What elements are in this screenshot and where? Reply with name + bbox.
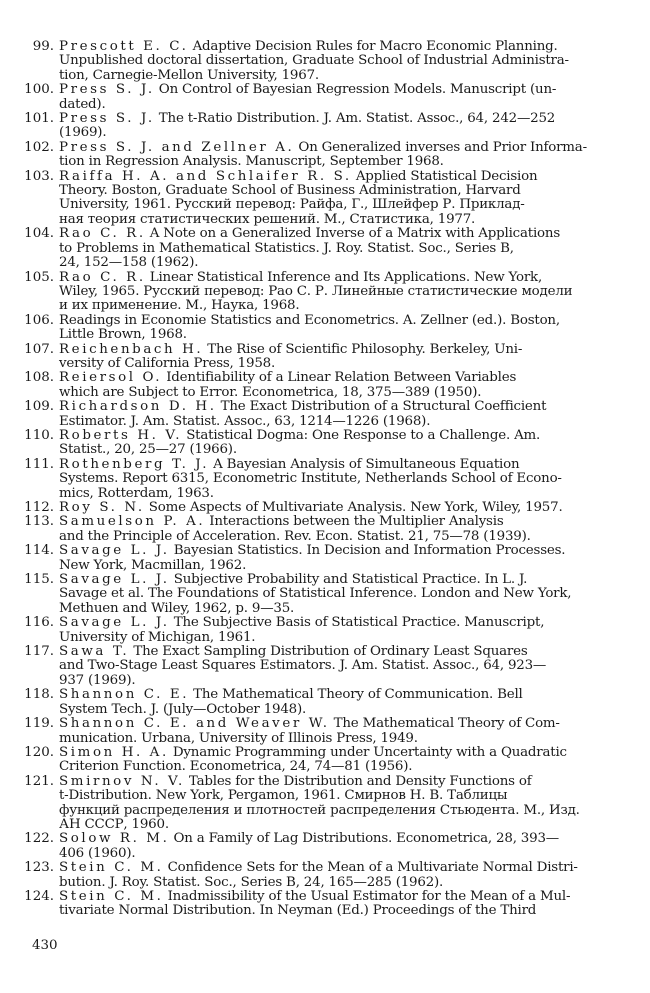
- reference-line: [59, 688, 606, 702]
- reference-number: 101.: [24, 111, 54, 127]
- reference-text: [59, 861, 606, 890]
- reference-line: [59, 890, 606, 904]
- reference-line-text: Identifiability of a Linear Relation Between Variables: [166, 370, 517, 386]
- reference-line-text: Interactions between the Multiplier Analysis: [209, 514, 504, 530]
- reference-line: [59, 703, 606, 717]
- reference-line: [59, 876, 606, 890]
- reference-line: [59, 530, 606, 544]
- reference-line: [59, 573, 606, 587]
- reference-line-text: The Exact Sampling Distribution of Ordinary Least Squares: [133, 644, 528, 660]
- reference-line: [59, 501, 606, 515]
- reference-line: [59, 112, 606, 126]
- reference-line: [59, 861, 606, 875]
- reference-line: [59, 559, 606, 573]
- reference-line-text: versity of California Press, 1958.: [59, 355, 276, 371]
- reference-text: [59, 400, 606, 429]
- reference-line-text: Tables for the Distribution and Density Functions of: [188, 773, 532, 789]
- reference-number: 112.: [24, 500, 54, 515]
- reference-line-text: On a Family of Lag Distributions. Econometrica, 28, 393—: [173, 831, 559, 847]
- reference-author: Shannon C. E.: [59, 687, 190, 703]
- reference-line-text: A Bayesian Analysis of Simultaneous Equation: [213, 456, 520, 472]
- reference-line-text: to Problems in Mathematical Statistics. J. Roy. Statist. Soc., Series B,: [59, 240, 514, 256]
- reference-entry: [22, 314, 606, 343]
- reference-text: [59, 458, 606, 501]
- reference-author: Press S. J.: [59, 111, 155, 127]
- reference-line: [59, 371, 606, 385]
- reference-line-text: Wiley, 1965. Русский перевод: Рао С. Р. Линейные статистические модели: [59, 283, 573, 299]
- reference-line-text: Criterion Function. Econometrica, 24, 74—81 (1956).: [59, 759, 413, 775]
- reference-text: [59, 83, 606, 112]
- reference-author: Press S. J.: [59, 82, 155, 98]
- reference-line: [59, 804, 606, 818]
- reference-author: Sawa T.: [59, 644, 130, 660]
- reference-line-text: On Generalized inverses and Prior Informa-: [298, 139, 587, 155]
- reference-author: Roy S. N.: [59, 500, 145, 515]
- reference-text: [59, 429, 606, 458]
- reference-text: [59, 890, 606, 919]
- reference-line-text: and the Principle of Acceleration. Rev. Econ. Statist. 21, 75—78 (1939).: [59, 528, 531, 544]
- reference-entry: [22, 832, 606, 861]
- reference-line-text: dated).: [59, 96, 106, 112]
- reference-line: [59, 83, 606, 97]
- reference-line: [59, 602, 606, 616]
- reference-number: 122.: [24, 831, 54, 847]
- reference-line-text: (1969).: [59, 125, 107, 141]
- reference-entry: [22, 890, 606, 919]
- reference-line: [59, 155, 606, 169]
- reference-line-text: tion, Carnegie-Mellon University, 1967.: [59, 67, 319, 83]
- reference-line-text: Applied Statistical Decision: [355, 168, 538, 184]
- reference-entry: [22, 616, 606, 645]
- reference-line-text: The Subjective Basis of Statistical Practice. Manuscript,: [173, 615, 545, 631]
- reference-number: 114.: [24, 543, 54, 559]
- reference-line-text: University, 1961. Русский перевод: Райфа, Г., Шлейфер Р. Приклад-: [59, 197, 525, 213]
- reference-author: Press S. J. and Zellner A.: [59, 139, 295, 155]
- reference-line-text: Dynamic Programming under Uncertainty with a Quadratic: [172, 744, 567, 760]
- reference-line: [59, 631, 606, 645]
- reference-line-text: Systems. Report 6315, Econometric Institute, Netherlands School of Econo-: [59, 471, 562, 487]
- reference-line: [59, 415, 606, 429]
- reference-author: Savage L. J.: [59, 543, 170, 559]
- reference-text: [59, 746, 606, 775]
- reference-entry: [22, 170, 606, 228]
- reference-number: 119.: [24, 716, 54, 732]
- reference-line: [59, 299, 606, 313]
- reference-line: [59, 328, 606, 342]
- reference-text: [59, 775, 606, 833]
- reference-line: [59, 472, 606, 486]
- reference-line-text: Theory. Boston, Graduate School of Business Administration, Harvard: [59, 183, 521, 199]
- reference-line: [59, 40, 606, 54]
- reference-entry: [22, 861, 606, 890]
- reference-text: [59, 573, 606, 616]
- reference-line: [59, 458, 606, 472]
- reference-entry: [22, 112, 606, 141]
- reference-entry: [22, 688, 606, 717]
- reference-line-text: Bayesian Statistics. In Decision and Information Processes.: [173, 543, 566, 559]
- reference-number: 109.: [24, 399, 54, 415]
- reference-number: 105.: [24, 269, 54, 285]
- reference-number: 100.: [24, 82, 54, 98]
- reference-author: Simon H. A.: [59, 744, 169, 760]
- reference-author: Reichenbach H.: [59, 341, 204, 357]
- reference-number: 108.: [24, 370, 54, 386]
- reference-entry: [22, 746, 606, 775]
- reference-line-text: The t-Ratio Distribution. J. Am. Statist. Assoc., 64, 242—252: [158, 111, 556, 127]
- reference-line: [59, 847, 606, 861]
- reference-line: [59, 386, 606, 400]
- reference-entry: [22, 400, 606, 429]
- reference-number: 110.: [24, 427, 54, 443]
- reference-number: 104.: [24, 226, 54, 242]
- reference-text: [59, 227, 606, 270]
- reference-line-text: bution. J. Roy. Statist. Soc., Series B, 24, 165—285 (1962).: [59, 874, 444, 890]
- reference-line-text: и их применение. М., Наука, 1968.: [59, 298, 300, 314]
- reference-number: 103.: [24, 168, 54, 184]
- reference-author: Savage L. J.: [59, 615, 170, 631]
- reference-text: [59, 343, 606, 372]
- reference-line-text: Savage et al. The Foundations of Statistical Inference. London and New York,: [59, 586, 572, 602]
- reference-number: 113.: [24, 514, 54, 530]
- reference-line: [59, 141, 606, 155]
- reference-author: Rao C. R.: [59, 226, 146, 242]
- reference-line-text: 24, 152—158 (1962).: [59, 255, 199, 271]
- reference-line: [59, 616, 606, 630]
- reference-text: [59, 688, 606, 717]
- reference-line: [59, 487, 606, 501]
- reference-entry: [22, 717, 606, 746]
- reference-line-text: On Control of Bayesian Regression Models. Manuscript (un-: [158, 82, 557, 98]
- reference-line-text: АН СССР, 1960.: [59, 816, 169, 832]
- reference-text: [59, 515, 606, 544]
- reference-line: [59, 271, 606, 285]
- reference-entry: [22, 343, 606, 372]
- reference-line-text: and Two-Stage Least Squares Estimators. J. Am. Statist. Assoc., 64, 923—: [59, 658, 547, 674]
- reference-author: Rao C. R.: [59, 269, 146, 285]
- reference-line-text: which are Subject to Error. Econometrica, 18, 375—389 (1950).: [59, 384, 482, 400]
- reference-line: [59, 198, 606, 212]
- reference-line: [59, 587, 606, 601]
- reference-line-text: mics, Rotterdam, 1963.: [59, 485, 214, 501]
- reference-line-text: University of Michigan, 1961.: [59, 629, 256, 645]
- reference-number: 117.: [24, 644, 54, 660]
- reference-line-text: The Rise of Scientific Philosophy. Berkeley, Uni-: [207, 341, 523, 357]
- reference-number: 102.: [24, 139, 54, 155]
- reference-line: [59, 429, 606, 443]
- reference-line-text: System Tech. J. (July—October 1948).: [59, 701, 307, 717]
- reference-line: [59, 256, 606, 270]
- reference-line-text: Statist., 20, 25—27 (1966).: [59, 442, 237, 458]
- reference-line-text: t-Distribution. New York, Pergamon, 1961. Смирнов Н. В. Таблицы: [59, 788, 508, 804]
- reference-line: [59, 904, 606, 918]
- reference-author: Smirnov N. V.: [59, 773, 185, 789]
- reference-line-text: New York, Macmillan, 1962.: [59, 557, 247, 573]
- reference-line-text: Readings in Economie Statistics and Econometrics. A. Zellner (ed.). Boston,: [59, 312, 560, 328]
- reference-line-text: A Note on a Generalized Inverse of a Matrix with Applications: [149, 226, 560, 242]
- reference-entry: [22, 83, 606, 112]
- reference-number: 118.: [24, 687, 54, 703]
- reference-text: [59, 544, 606, 573]
- reference-line-text: Some Aspects of Multivariate Analysis. New York, Wiley, 1957.: [148, 500, 563, 515]
- reference-line: [59, 789, 606, 803]
- reference-line: [59, 818, 606, 832]
- reference-entry: [22, 775, 606, 833]
- reference-line-text: Unpublished doctoral dissertation, Graduate School of Industrial Administra-: [59, 53, 569, 69]
- reference-text: [59, 616, 606, 645]
- reference-author: Roberts H. V.: [59, 427, 183, 443]
- reference-line-text: The Exact Distribution of a Structural Coefficient: [220, 399, 547, 415]
- reference-number: 106.: [24, 312, 54, 328]
- reference-line-text: Subjective Probability and Statistical Practice. In L. J.: [173, 572, 528, 588]
- reference-text: [59, 314, 606, 343]
- reference-line: [59, 213, 606, 227]
- reference-line-text: tion in Regression Analysis. Manuscript, September 1968.: [59, 154, 444, 170]
- reference-entry: [22, 429, 606, 458]
- reference-line: [59, 126, 606, 140]
- reference-line: [59, 775, 606, 789]
- reference-text: [59, 170, 606, 228]
- reference-line-text: tivariate Normal Distribution. In Neyman (Ed.) Proceedings of the Third: [59, 903, 537, 919]
- reference-text: [59, 832, 606, 861]
- reference-line: [59, 746, 606, 760]
- reference-author: Richardson D. H.: [59, 399, 217, 415]
- reference-line-text: Adaptive Decision Rules for Macro Economic Planning.: [192, 39, 558, 54]
- reference-line: [59, 357, 606, 371]
- page-number: 430: [32, 938, 58, 953]
- reference-line: [59, 832, 606, 846]
- reference-line: [59, 544, 606, 558]
- reference-number: 121.: [24, 773, 54, 789]
- reference-entry: [22, 141, 606, 170]
- reference-line-text: функций распределения и плотностей распределения Стьюдента. М., Изд.: [59, 802, 580, 818]
- reference-line: [59, 69, 606, 83]
- reference-text: [59, 717, 606, 746]
- reference-entry: [22, 544, 606, 573]
- reference-author: Solow R. M.: [59, 831, 170, 847]
- reference-text: [59, 645, 606, 688]
- reference-author: Samuelson P. A.: [59, 514, 206, 530]
- reference-line-text: Statistical Dogma: One Response to a Challenge. Am.: [186, 427, 541, 443]
- reference-line: [59, 443, 606, 457]
- reference-line: [59, 54, 606, 68]
- reference-line: [59, 659, 606, 673]
- reference-text: [59, 371, 606, 400]
- reference-text: [59, 40, 606, 83]
- reference-line-text: Confidence Sets for the Mean of a Multivariate Normal Distri-: [167, 860, 578, 876]
- reference-line: [59, 98, 606, 112]
- reference-author: Stein C. M.: [59, 860, 164, 876]
- reference-line-text: The Mathematical Theory of Com-: [333, 716, 560, 732]
- reference-number: 124.: [24, 888, 54, 904]
- reference-number: 116.: [24, 615, 54, 631]
- reference-line: [59, 227, 606, 241]
- reference-text: [59, 501, 606, 515]
- reference-line: [59, 760, 606, 774]
- reference-entry: [22, 458, 606, 501]
- reference-number: 111.: [24, 456, 54, 472]
- reference-line-text: 937 (1969).: [59, 672, 136, 688]
- reference-author: Shannon C. E. and Weaver W.: [59, 716, 330, 732]
- reference-number: 99.: [32, 39, 54, 54]
- reference-line: [59, 645, 606, 659]
- reference-line: [59, 515, 606, 529]
- reference-line: [59, 314, 606, 328]
- reference-number: 123.: [24, 860, 54, 876]
- reference-entry: [22, 271, 606, 314]
- reference-number: 120.: [24, 744, 54, 760]
- reference-entry: [22, 371, 606, 400]
- reference-author: Stein C. M.: [59, 888, 164, 904]
- reference-line-text: Little Brown, 1968.: [59, 327, 187, 343]
- reference-author: Reiersol O.: [59, 370, 163, 386]
- reference-line: [59, 732, 606, 746]
- reference-line: [59, 242, 606, 256]
- reference-entry: [22, 501, 606, 515]
- reference-line-text: ная теория статистических решений. М., Статистика, 1977.: [59, 211, 476, 227]
- reference-author: Raiffa H. A. and Schlaifer R. S.: [59, 168, 352, 184]
- reference-entry: [22, 227, 606, 270]
- reference-entry: [22, 515, 606, 544]
- reference-line-text: 406 (1960).: [59, 845, 136, 861]
- reference-line-text: Methuen and Wiley, 1962, p. 9—35.: [59, 600, 295, 616]
- reference-line-text: Estimator. J. Am. Statist. Assoc., 63, 1214—1226 (1968).: [59, 413, 431, 429]
- reference-entry: [22, 40, 606, 83]
- reference-line: [59, 717, 606, 731]
- reference-text: [59, 112, 606, 141]
- reference-line: [59, 343, 606, 357]
- reference-text: [59, 271, 606, 314]
- reference-line: [59, 285, 606, 299]
- reference-author: Prescott E. C.: [59, 39, 189, 54]
- reference-number: 107.: [24, 341, 54, 357]
- reference-line: [59, 170, 606, 184]
- reference-text: [59, 141, 606, 170]
- reference-number: 115.: [24, 572, 54, 588]
- reference-line: [59, 674, 606, 688]
- reference-author: Rothenberg T. J.: [59, 456, 210, 472]
- reference-entry: [22, 645, 606, 688]
- reference-list: [22, 40, 606, 919]
- reference-line: [59, 400, 606, 414]
- reference-entry: [22, 573, 606, 616]
- reference-line-text: The Mathematical Theory of Communication. Bell: [193, 687, 523, 703]
- reference-author: Savage L. J.: [59, 572, 170, 588]
- reference-line-text: Linear Statistical Inference and Its Applications. New York,: [149, 269, 543, 285]
- reference-line-text: Inadmissibility of the Usual Estimator for the Mean of a Mul-: [167, 888, 571, 904]
- reference-line: [59, 184, 606, 198]
- reference-line-text: munication. Urbana, University of Illinois Press, 1949.: [59, 730, 418, 746]
